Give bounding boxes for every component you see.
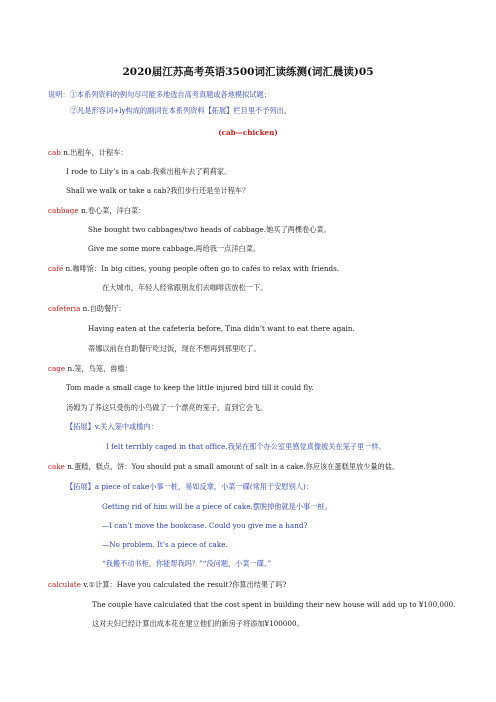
example: 在大城市，年轻人经常跟朋友们去咖啡店放松一下。 — [102, 283, 268, 292]
headword: calculate — [48, 580, 81, 589]
example: 蒂娜以前在自助餐厅吃过饭，现在不想再到那里吃了。 — [88, 344, 261, 353]
definition: v.①计算：Have you calculated the result?你算出结果了吗? — [81, 580, 287, 589]
extension-example: —No problem. It’s a piece of cake. — [102, 540, 228, 549]
example: Having eaten at the cafeteria before, Tina didn’t want to eat there again. — [88, 324, 355, 333]
example: She bought two cabbages/two heads of cabbage.她买了两棵卷心菜。 — [88, 225, 331, 234]
definition: n.咖啡馆：In big cities, young people often go to cafés to relax with friends. — [63, 264, 340, 273]
headword: cafeteria — [48, 304, 81, 313]
example: The couple have calculated that the cost spent in building their new house will add up to ¥100,000. — [92, 600, 456, 609]
headword: cabbage — [48, 206, 79, 215]
definition: n.笼，鸟笼，兽槛： — [65, 364, 132, 373]
extension-label: 【拓展】 — [66, 422, 95, 431]
extension-example: I felt terribly caged in that office.我呆在那个办公室里感觉真像被关在笼子里一样。 — [106, 442, 386, 451]
headword: café — [48, 264, 64, 273]
extension — [66, 482, 313, 491]
definition: n.出租车，计程车： — [60, 148, 128, 157]
extension-example: —I can’t move the bookcase. Could you give me a hand? — [102, 521, 308, 530]
example: I rode to Lily’s in a cab.我乘出租车去了莉莉家。 — [66, 167, 232, 176]
definition: n.自助餐厅： — [80, 304, 126, 313]
example: Tom made a small cage to keep the little injured bird till it could fly. — [66, 383, 314, 392]
entry-cage — [48, 364, 132, 373]
entry-cab — [48, 148, 128, 157]
entry-cafeteria — [48, 304, 126, 313]
note-2: ②凡是形容词+ly构成的副词在本系列资料【拓展】栏目里不予列出。 — [70, 106, 291, 115]
word-range: (cab—chicken) — [218, 128, 278, 137]
headword: cab — [48, 148, 61, 157]
extension-example: Getting rid of him will be a piece of cake.摆脱掉他就是小事一桩。 — [102, 502, 332, 511]
extension-label: 【拓展】 — [66, 482, 95, 491]
extension — [66, 422, 158, 431]
example: Shall we walk or take a cab?我们步行还是坐计程车？ — [66, 186, 250, 195]
entry-cafe — [48, 264, 339, 273]
headword: cage — [48, 364, 66, 373]
entry-cabbage — [48, 206, 145, 215]
example: Give me some more cabbage.再给我一点洋白菜。 — [88, 244, 261, 253]
definition: n.卷心菜，洋白菜： — [78, 206, 146, 215]
example: 汤姆为了养这只受伤的小鸟做了一个漂亮的笼子，直到它会飞。 — [66, 403, 268, 412]
definition: n.蛋糕，糕点，饼：You should put a small amount of salt in a cake.你应该在蛋糕里放少量的盐。 — [64, 462, 400, 471]
extension-text: a piece of cake小事一桩，易如反掌，小菜一碟(常用于安慰别人)： — [94, 482, 313, 491]
page-title: 2020届江苏高考英语3500词汇读练测(词汇晨读)05 — [122, 66, 374, 78]
extension-text: v.关入笼中或槛内： — [94, 422, 158, 431]
example: 这对夫妇已经计算出成本花在建立他们的新房子将添加¥100000。 — [92, 619, 304, 628]
headword: cake — [48, 462, 65, 471]
note-1: 说明：①本系列资料的例句尽可能多地选自高考真题或各地模拟试题； — [48, 90, 271, 99]
extension-example: “我搬不动书柜，你能帮我吗？”“没问题，小菜一碟。” — [102, 559, 272, 568]
entry-calculate — [48, 580, 286, 589]
entry-cake — [48, 462, 399, 471]
